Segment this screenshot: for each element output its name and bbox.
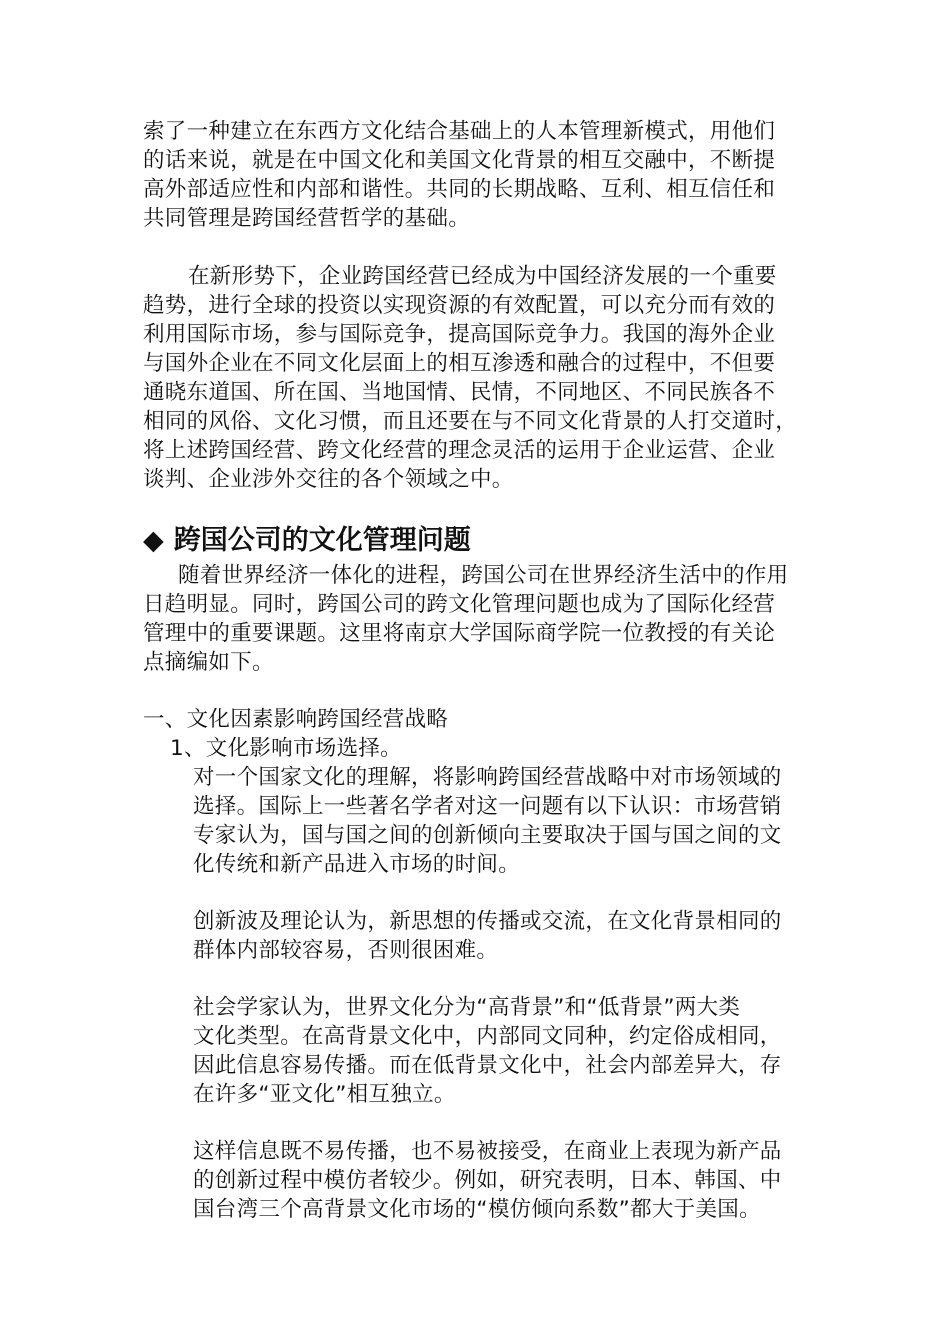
text-line: 谈判、企业涉外交往的各个领域之中。 [143,467,514,492]
text-line: 国台湾三个高背景文化市场的“模仿倾向系数”都大于美国。 [193,1197,761,1222]
text-line: 将上述跨国经营、跨文化经营的理念灵活的运用于企业运营、企业 [143,438,776,463]
text-line: 对一个国家文化的理解，将影响跨国经营战略中对市场领域的 [193,765,782,790]
text-line: 随着世界经济一体化的进程，跨国公司在世界经济生活中的作用 [178,563,789,588]
text-line: 群体内部较容易，否则很困难。 [193,938,499,963]
text-line: 在新形势下，企业跨国经营已经成为中国经济发展的一个重要 [188,264,777,289]
text-line: 这样信息既不易传播，也不易被接受，在商业上表现为新产品 [193,1139,782,1164]
text-line: 相同的风俗、文化习惯，而且还要在与不同文化背景的人打交道时， [143,409,798,434]
text-line: 的创新过程中模仿者较少。例如，研究表明，日本、韩国、中 [193,1168,782,1193]
text-line: 趋势，进行全球的投资以实现资源的有效配置，可以充分而有效的 [143,293,776,318]
text-line: 利用国际市场，参与国际竞争，提高国际竞争力。我国的海外企业 [143,322,776,347]
text-line: 点摘编如下。 [143,650,274,675]
section-heading [143,524,471,558]
text-line: 的话来说，就是在中国文化和美国文化背景的相互交融中，不断提 [143,148,776,173]
text-line: 管理中的重要课题。这里将南京大学国际商学院一位教授的有关论 [143,621,776,646]
text-line: 与国外企业在不同文化层面上的相互渗透和融合的过程中，不但要 [143,351,776,376]
diamond-bullet-icon: ◆ [143,525,164,556]
text-line: 因此信息容易传播。而在低背景文化中，社会内部差异大，存 [193,1053,782,1078]
text-line: 社会学家认为，世界文化分为“高背景”和“低背景”两大类 [193,995,741,1020]
outline-level1-heading: 一、文化因素影响跨国经营战略 [143,707,449,732]
text-line: 专家认为，国与国之间的创新倾向主要取决于国与国之间的文 [193,823,782,848]
text-line: 共同管理是跨国经营哲学的基础。 [143,206,471,231]
text-line: 化传统和新产品进入市场的时间。 [193,852,521,877]
text-line: 创新波及理论认为，新思想的传播或交流，在文化背景相同的 [193,909,782,934]
section-heading-title: 跨国公司的文化管理问题 [173,525,471,556]
text-line: 日趋明显。同时，跨国公司的跨文化管理问题也成为了国际化经营 [143,592,776,617]
outline-level2-heading: 1、文化影响市场选择。 [170,736,402,761]
text-line: 索了一种建立在东西方文化结合基础上的人本管理新模式，用他们 [143,119,776,144]
text-line: 高外部适应性和内部和谐性。共同的长期战略、互利、相互信任和 [143,177,776,202]
text-line: 选择。国际上一些著名学者对这一问题有以下认识：市场营销 [193,794,782,819]
text-line: 在许多“亚文化”相互独立。 [193,1082,456,1107]
text-line: 文化类型。在高背景文化中，内部同文同种，约定俗成相同， [193,1024,782,1049]
text-line: 通晓东道国、所在国、当地国情、民情，不同地区、不同民族各不 [143,380,776,405]
